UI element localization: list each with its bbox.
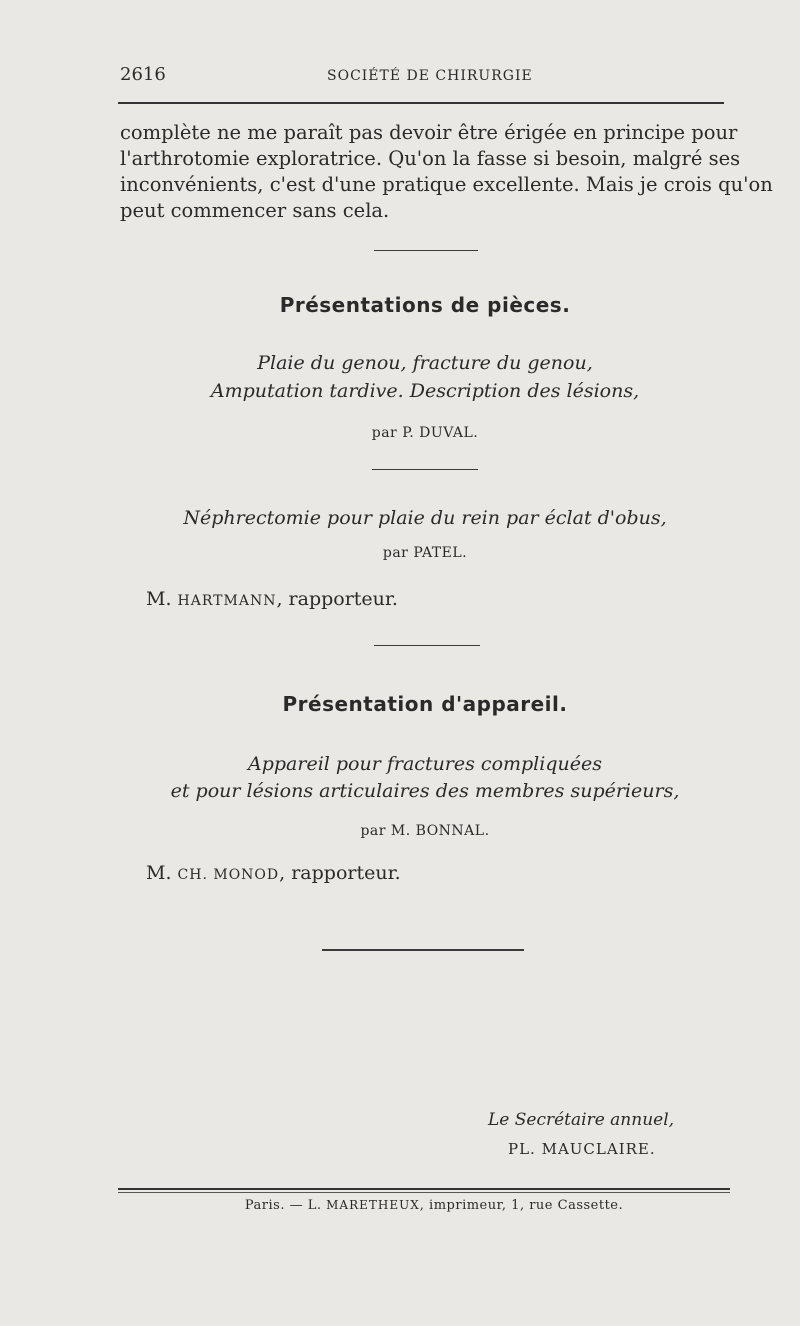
- reporter-prefix: M.: [146, 862, 172, 884]
- presentation-author: par PATEL.: [382, 545, 468, 561]
- footer-rule: [118, 1192, 730, 1193]
- separator: [372, 469, 478, 470]
- footer-suffix: , imprimeur, 1, rue Cassette.: [419, 1198, 624, 1213]
- section-title: Présentations de pièces.: [279, 293, 571, 317]
- footer-rule: [118, 1188, 730, 1190]
- signature-role: Le Secrétaire annuel,: [488, 1110, 675, 1130]
- header-rule: [118, 102, 724, 104]
- reporter-suffix: , rapporteur.: [279, 862, 401, 884]
- section-title: Présentation d'appareil.: [282, 692, 568, 716]
- paragraph-line: complète ne me paraît pas devoir être érigée en principe pour: [120, 121, 738, 144]
- printer-name: MARETHEUX: [326, 1198, 420, 1212]
- printer-footer: [0, 1198, 800, 1213]
- reporter-suffix: , rapporteur.: [276, 588, 398, 610]
- signature-name: PL. MAUCLAIRE.: [508, 1140, 656, 1158]
- presentation-author: par P. DUVAL.: [371, 425, 479, 441]
- presentation-author: par M. BONNAL.: [360, 823, 490, 839]
- separator: [374, 250, 478, 251]
- separator: [322, 949, 524, 951]
- reporter-name: HARTMANN: [177, 593, 277, 609]
- presentation-title: Appareil pour fractures compliquées: [248, 753, 602, 775]
- presentation-title: Amputation tardive. Description des lésions,: [210, 380, 640, 402]
- reporter-name: CH. MONOD: [177, 867, 280, 883]
- body-paragraph: [120, 120, 773, 224]
- separator: [374, 645, 480, 646]
- paragraph-line: peut commencer sans cela.: [120, 199, 390, 222]
- footer-prefix: Paris. — L.: [244, 1198, 322, 1213]
- reporter-prefix: M.: [146, 588, 172, 610]
- presentation-title: et pour lésions articulaires des membres supérieurs,: [170, 780, 680, 802]
- presentation-title: Plaie du genou, fracture du genou,: [257, 352, 593, 374]
- reporter-line: [146, 588, 398, 610]
- reporter-line: [146, 862, 401, 884]
- paragraph-line: l'arthrotomie exploratrice. Qu'on la fasse si besoin, malgré ses: [120, 147, 741, 170]
- paragraph-line: inconvénients, c'est d'une pratique excellente. Mais je crois qu'on: [120, 173, 773, 196]
- presentation-title: Néphrectomie pour plaie du rein par éclat d'obus,: [183, 507, 667, 529]
- page-number: 2616: [120, 64, 166, 85]
- running-title: SOCIÉTÉ DE CHIRURGIE: [327, 68, 533, 84]
